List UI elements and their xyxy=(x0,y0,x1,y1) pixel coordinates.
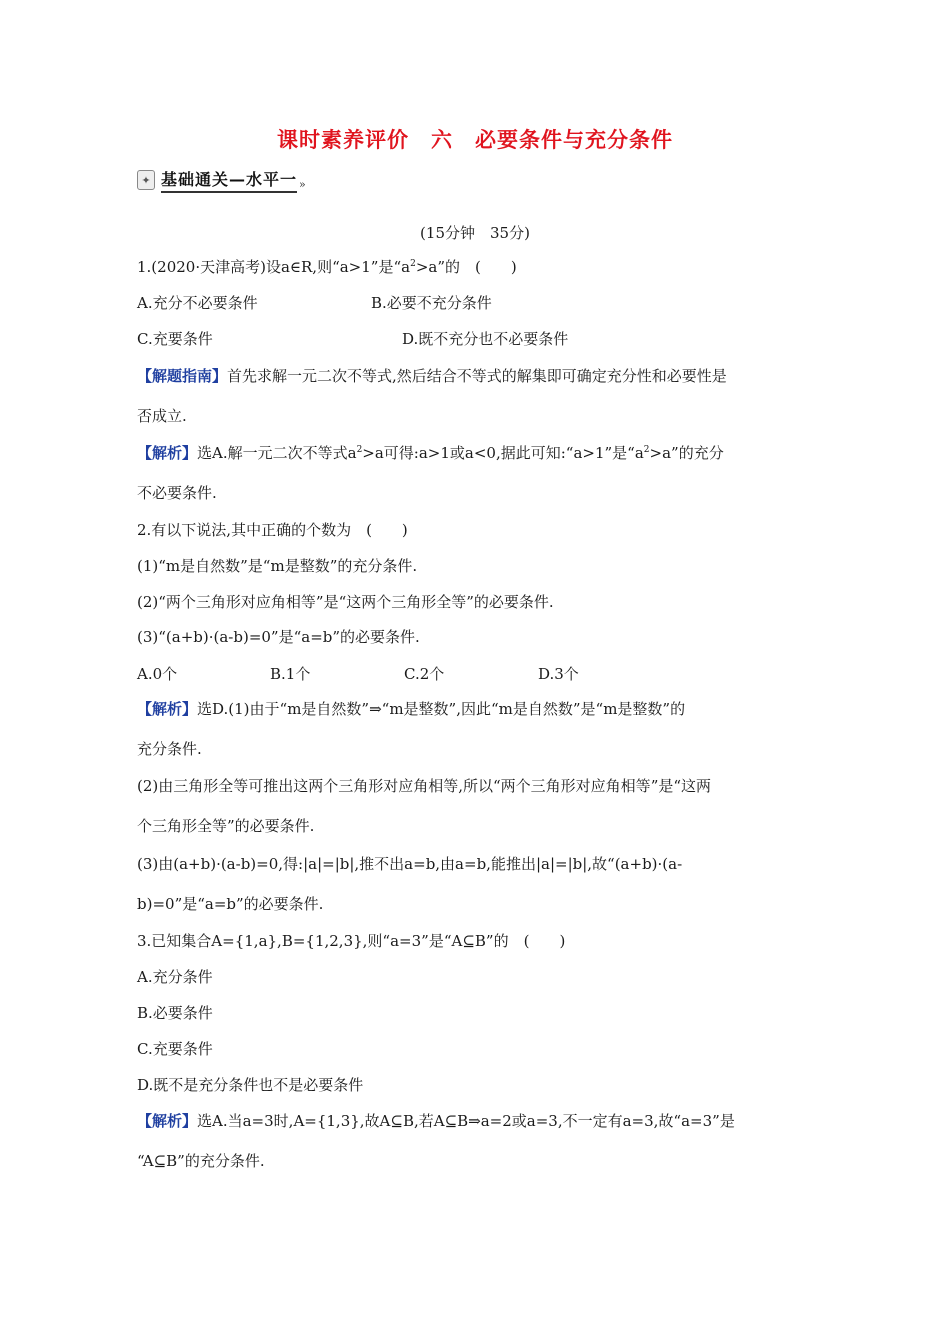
question-3-analysis: 【解析】选A.当a=3时,A={1,3},故A⊆B,若A⊆B⇒a=2或a=3,不一定有a=3,故“a=3”是 xyxy=(137,1112,735,1130)
question-1-analysis: 【解析】选A.解一元二次不等式$a^2>a$可得:a>1或a<0,据此可知:“a>1”是“$a^2>a$”的充分 xyxy=(137,444,724,462)
question-1-stem: 1.(2020·天津高考)设a∈R,则“a>1”是“$a^2>a$”的 ( ) xyxy=(137,258,517,276)
question-1-guide: 【解题指南】首先求解一元二次不等式,然后结合不等式的解集即可确定充分性和必要性是 xyxy=(137,367,727,385)
question-2-analysis-line-4: 个三角形全等”的必要条件. xyxy=(137,817,315,835)
question-3-analysis-cont: “A⊆B”的充分条件. xyxy=(137,1152,265,1170)
lightbulb-icon: ✦ xyxy=(137,170,155,190)
analysis-tag: 【解析】 xyxy=(137,444,198,462)
question-1-guide-cont: 否成立. xyxy=(137,407,187,425)
question-3-stem: 3.已知集合A={1,a},B={1,2,3},则“a=3”是“A⊆B”的 ( ) xyxy=(137,932,566,950)
question-3-option-a: A.充分条件 xyxy=(137,968,213,986)
question-2-analysis-line-5: (3)由(a+b)·(a-b)=0,得:|a|=|b|,推不出a=b,由a=b,能推出|a|=|b|,故“(a+b)·(a- xyxy=(137,855,683,873)
question-1-option-d: D.既不充分也不必要条件 xyxy=(402,330,569,348)
question-3-option-c: C.充要条件 xyxy=(137,1040,213,1058)
question-2-option-c: C.2个 xyxy=(404,665,445,683)
analysis-tag: 【解析】 xyxy=(137,700,198,718)
question-1-option-b: B.必要不充分条件 xyxy=(371,294,492,312)
question-2-option-a: A.0个 xyxy=(137,665,178,683)
analysis-tag: 【解析】 xyxy=(137,1112,198,1130)
question-2-statement-3: (3)“(a+b)·(a-b)=0”是“a=b”的必要条件. xyxy=(137,628,420,646)
question-2-option-d: D.3个 xyxy=(538,665,579,683)
question-1-analysis-cont: 不必要条件. xyxy=(137,484,217,502)
question-2-option-b: B.1个 xyxy=(270,665,311,683)
question-1-option-c: C.充要条件 xyxy=(137,330,213,348)
question-2-analysis-line-3: (2)由三角形全等可推出这两个三角形对应角相等,所以“两个三角形对应角相等”是“这两 xyxy=(137,777,712,795)
question-1-option-a: A.充分不必要条件 xyxy=(137,294,258,312)
double-arrow-icon: » xyxy=(299,177,306,191)
question-2-statement-2: (2)“两个三角形对应角相等”是“这两个三角形全等”的必要条件. xyxy=(137,593,554,611)
time-score: (15分钟 35分) xyxy=(420,224,530,242)
question-2-stem: 2.有以下说法,其中正确的个数为 ( ) xyxy=(137,521,408,539)
guide-tag: 【解题指南】 xyxy=(137,367,228,385)
question-2-analysis: 【解析】选D.(1)由于“m是自然数”⇒“m是整数”,因此“m是自然数”是“m是整数”的 xyxy=(137,700,686,718)
question-2-analysis-line-2: 充分条件. xyxy=(137,740,202,758)
page-title: 课时素养评价 六 必要条件与充分条件 xyxy=(277,128,673,152)
question-3-option-b: B.必要条件 xyxy=(137,1004,213,1022)
question-2-analysis-line-6: b)=0”是“a=b”的必要条件. xyxy=(137,895,324,913)
section-label: 基础通关—水平一 xyxy=(161,167,297,193)
question-3-option-d: D.既不是充分条件也不是必要条件 xyxy=(137,1076,364,1094)
question-2-statement-1: (1)“m是自然数”是“m是整数”的充分条件. xyxy=(137,557,418,575)
section-header xyxy=(137,168,306,192)
